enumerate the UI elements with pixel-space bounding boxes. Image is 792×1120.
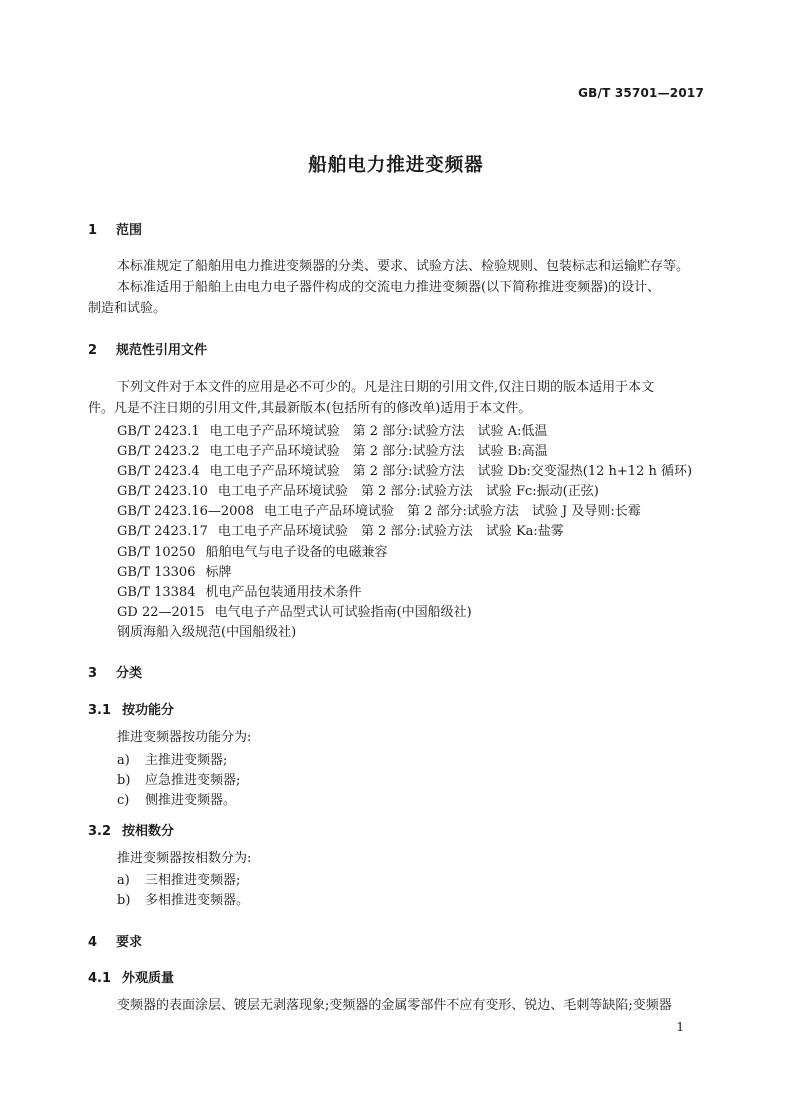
standard-number: GB/T 35701—2017 <box>578 86 704 100</box>
reference-code: GD 22—2015 <box>117 605 205 620</box>
reference-code: GB/T 2423.4 <box>117 464 200 479</box>
section-number: 2 <box>88 343 98 358</box>
reference-item <box>117 601 472 620</box>
reference-item <box>117 500 641 519</box>
page-number: 1 <box>676 1020 684 1034</box>
section-title: 范围 <box>116 223 143 238</box>
list-text: 侧推进变频器。 <box>145 793 237 808</box>
section-title: 按相数分 <box>122 824 175 839</box>
list-item <box>117 889 249 908</box>
list-label: b) <box>117 773 131 788</box>
reference-title: 机电产品包装通用技术条件 <box>205 585 362 600</box>
reference-title: 电工电子产品环境试验 第 2 部分:试验方法 试验 A:低温 <box>209 424 548 439</box>
list-text: 主推进变频器; <box>145 753 228 768</box>
reference-code: GB/T 2423.2 <box>117 444 200 459</box>
section-number: 3 <box>88 666 98 681</box>
reference-item <box>117 520 564 539</box>
reference-item <box>117 581 362 600</box>
section-number: 3.2 <box>88 824 112 839</box>
reference-code: GB/T 13306 <box>117 565 196 580</box>
list-item <box>117 789 236 808</box>
reference-title: 钢质海船入级规范(中国船级社) <box>117 625 297 640</box>
list-text: 应急推进变频器; <box>145 773 241 788</box>
reference-item <box>117 480 599 499</box>
reference-code: GB/T 2423.1 <box>117 424 200 439</box>
list-item <box>117 769 240 788</box>
list-label: a) <box>117 873 130 888</box>
reference-item <box>117 460 692 479</box>
section-title: 规范性引用文件 <box>116 343 208 358</box>
reference-item <box>117 541 388 560</box>
document-title: 船舶电力推进变频器 <box>308 155 484 176</box>
reference-title: 标牌 <box>205 565 232 580</box>
subsection-heading-3-2 <box>88 820 174 839</box>
reference-title: 电工电子产品环境试验 第 2 部分:试验方法 试验 Db:交变湿热(12 h+12 h 循环) <box>209 464 693 479</box>
list-label: c) <box>117 793 130 808</box>
reference-code: GB/T 2423.10 <box>117 484 208 499</box>
section-title: 分类 <box>116 666 143 681</box>
list-text: 三相推进变频器; <box>145 873 241 888</box>
list-item <box>117 749 227 768</box>
reference-item <box>117 561 232 580</box>
reference-title: 电工电子产品环境试验 第 2 部分:试验方法 试验 J 及导则:长霉 <box>263 504 641 519</box>
section-title: 外观质量 <box>122 971 175 986</box>
section-number: 4 <box>88 935 98 950</box>
reference-code: GB/T 2423.16—2008 <box>117 504 254 519</box>
paragraph: 本标准适用于船舶上由电力电子器件构成的交流电力推进变频器(以下简称推进变频器)的设计、 <box>117 280 661 295</box>
section-heading-3 <box>88 662 142 681</box>
section-heading-1 <box>88 219 142 238</box>
paragraph: 下列文件对于本文件的应用是必不可少的。凡是注日期的引用文件,仅注日期的版本适用于本文 <box>117 380 655 395</box>
reference-title: 船舶电气与电子设备的电磁兼容 <box>205 545 388 560</box>
reference-code: GB/T 2423.17 <box>117 524 208 539</box>
paragraph: 推进变频器按功能分为: <box>117 730 252 745</box>
reference-title: 电工电子产品环境试验 第 2 部分:试验方法 试验 Fc:振动(正弦) <box>217 484 599 499</box>
paragraph: 变频器的表面涂层、镀层无剥落现象;变频器的金属零部件不应有变形、锐边、毛刺等缺陷;变频器 <box>117 998 672 1013</box>
list-label: a) <box>117 753 130 768</box>
list-item <box>117 869 240 888</box>
reference-title: 电工电子产品环境试验 第 2 部分:试验方法 试验 B:高温 <box>209 444 548 459</box>
section-heading-2 <box>88 339 207 358</box>
subsection-heading-4-1 <box>88 967 174 986</box>
reference-code: GB/T 10250 <box>117 545 196 560</box>
section-title: 按功能分 <box>122 703 175 718</box>
list-text: 多相推进变频器。 <box>145 893 250 908</box>
section-title: 要求 <box>116 935 143 950</box>
reference-title: 电气电子产品型式认可试验指南(中国船级社) <box>214 605 472 620</box>
section-number: 4.1 <box>88 971 112 986</box>
list-label: b) <box>117 893 131 908</box>
reference-item <box>117 621 296 640</box>
reference-code: GB/T 13384 <box>117 585 196 600</box>
reference-item <box>117 420 547 439</box>
subsection-heading-3-1 <box>88 699 174 718</box>
paragraph-continuation: 件。凡是不注日期的引用文件,其最新版本(包括所有的修改单)适用于本文件。 <box>88 401 532 416</box>
reference-title: 电工电子产品环境试验 第 2 部分:试验方法 试验 Ka:盐雾 <box>217 524 564 539</box>
reference-item <box>117 440 548 459</box>
paragraph: 本标准规定了船舶用电力推进变频器的分类、要求、试验方法、检验规则、包装标志和运输贮存等。 <box>117 259 690 274</box>
paragraph: 推进变频器按相数分为: <box>117 851 252 866</box>
section-number: 1 <box>88 223 98 238</box>
section-number: 3.1 <box>88 703 112 718</box>
paragraph-continuation: 制造和试验。 <box>88 301 167 316</box>
section-heading-4 <box>88 931 142 950</box>
